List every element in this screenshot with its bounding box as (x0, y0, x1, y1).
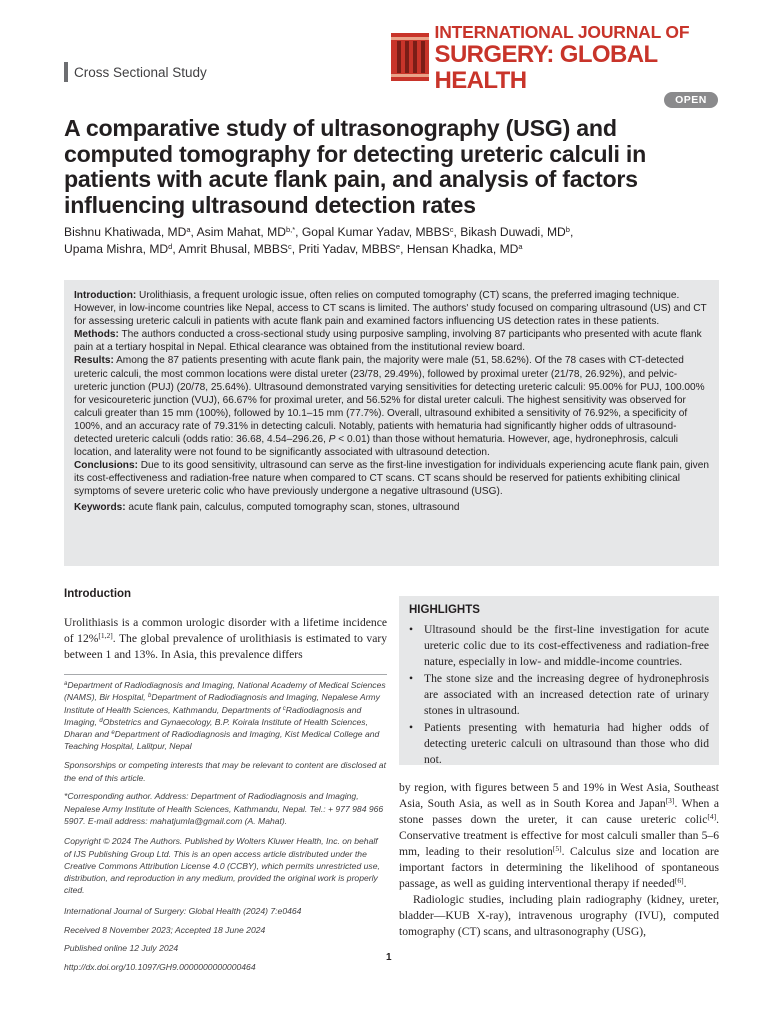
citation-link[interactable]: [6] (674, 876, 684, 885)
bullet-icon: • (409, 672, 414, 685)
affiliation-mark: b (148, 693, 152, 700)
doi-link[interactable]: http://dx.doi.org/10.1097/GH9.0000000000000464 (64, 962, 256, 973)
section-type-tag (64, 62, 207, 82)
abstract-results: Results: Among the 87 patients presenting with acute flank pain, the majority were male (51, 58.62%). Of the 78 cases with CT-detected ureteric calculi, the most common locations were distal ureter (23/78, 29.49%), followed by proximal ureter (21/78, 26.92%), and pelvic-ureteric junction (PUJ) (20/78, 25.64%). Ultrasound demonstrated varying sensitivities for detecting ureteric calculi: 95.00% for PUJ, 100.00% for vesicoureteric junction (VUJ), 66.67% for proximal ureter, and 56.52% for distal ureter calculi. The highest sensitivity was observed for calculi greater than 15 mm (100%), followed by 10.1–15 mm (77.7%). Overall, ultrasound exhibited a sensitivity of 76.92%, a specificity of 100%, and an accuracy rate of 79.31% in detecting calculi. Notably, patients with hematuria had significantly higher odds of ultrasound-detected ureteric calculi (odds ratio: 36.68, 4.54–296.26, P < 0.01) than those without hematuria. However, age, hydronephrosis, calculi location, and laterality were not found to be significantly associated with ultrasound detection. (74, 355, 705, 459)
journal-emblem-icon (391, 33, 429, 81)
bullet-icon: • (409, 623, 414, 636)
author-name[interactable]: Asim Mahat, MD (196, 225, 286, 239)
introduction-paragraph: Urolithiasis is a common urologic disorder with a lifetime incidence of 12%[1,2]. The global prevalence of urolithiasis is estimated to vary between 1 and 13%. In Asia, this prevalence differs (64, 616, 387, 661)
journal-logo[interactable] (391, 22, 721, 94)
section-tag-bar (64, 62, 68, 82)
affiliation-mark: e (111, 730, 115, 737)
highlight-item: • Patients presenting with hematuria had higher odds of detecting ureteric calculi on ultrasound than those who did not. (409, 721, 709, 766)
citation-link[interactable]: [1,2] (98, 631, 113, 640)
journal-name-line1: INTERNATIONAL JOURNAL OF (434, 22, 690, 42)
author-affiliation-mark: a (518, 242, 523, 251)
author-name[interactable]: Gopal Kumar Yadav, MBBS (301, 225, 450, 239)
sponsorship-note: Sponsorships or competing interests that may be relevant to content are disclosed at the end of this article. (64, 760, 386, 783)
corresponding-author-note: *Corresponding author. Address: Department of Radiodiagnosis and Imaging, Nepalese Army Institute of Health Sciences, Kathmandu, Nepal. Tel.: + 977 984 966 5907. E-mail address: mahatjumla@gmail.com (A. Mahat). (64, 791, 384, 826)
author-name[interactable]: Priti Yadav, MBBS (298, 242, 396, 256)
journal-name-line2: SURGERY: GLOBAL HEALTH (434, 41, 658, 94)
affiliation-mark: c (282, 705, 286, 712)
open-access-badge: OPEN (664, 92, 718, 108)
author-name[interactable]: Hensan Khadka, MD (406, 242, 519, 256)
section-type-label: Cross Sectional Study (74, 64, 207, 80)
received-accepted-dates: Received 8 November 2023; Accepted 18 June 2024 (64, 924, 266, 935)
highlights-box (399, 596, 719, 765)
highlight-item: • The stone size and the increasing degree of hydronephrosis are associated with an increased detection rate of urinary stones in ultrasound. (409, 672, 709, 717)
abstract-keywords: Keywords: acute flank pain, calculus, computed tomography scan, stones, ultrasound (74, 501, 460, 513)
page-number: 1 (386, 952, 392, 963)
footnotes (64, 679, 387, 980)
affiliation-text: Department of Radiodiagnosis and Imaging, National Academy of Medical Sciences (NAMS), Bir Hospital, (64, 680, 386, 703)
highlights-title: HIGHLIGHTS (409, 604, 480, 616)
author-name[interactable]: Bikash Duwadi, MD (460, 225, 566, 239)
author-list: Bishnu Khatiwada, $MD^a$, Asim Mahat, $MD^{b,*}$, Gopal Kumar Yadav, MBBS$^c$, Bikash Duwadi, $MD^b$, Upama Mishra, $MD^d$, Amrit Bhusal, MBBS$^c$, Priti Yadav, MBBS$^e$, Hensan Khadka, $MD^a$ (64, 225, 574, 256)
copyright-note: Copyright © 2024 The Authors. Published by Wolters Kluwer Health, Inc. on behalf of IJS Publishing Group Ltd. This is an open access article distributed under the Creative Commons Attribution License 4.0 (CCBY), which permits unrestricted use, distribution, and reproduction in any medium, provided the original work is properly cited. (64, 836, 380, 896)
highlights-list (409, 622, 709, 768)
affiliation-text: Obstetrics and Gynaecology, B.P. Koirala Institute of Health Sciences, Dharan and (64, 716, 368, 740)
introduction-heading: Introduction (64, 588, 132, 600)
author-affiliation-mark: a (186, 225, 191, 234)
affiliation-text: Radiodiagnosis and Imaging, (64, 704, 362, 727)
citation-link[interactable]: [5] (552, 844, 562, 853)
affiliation-text: Department of Radiodiagnosis and Imaging, Kist Medical College and Teaching Hospital, Lalitpur, Nepal (64, 729, 380, 752)
citation-link[interactable]: [3] (665, 796, 675, 805)
body-paragraph: by region, with figures between 5 and 19% in West Asia, Southeast Asia, South Asia, as well as in South Korea and Japan[3]. When a stone passes down the ureter, it can cause ureteric colic[4]. Conservative treatment is effective for most calculi smaller than 5–6 mm, leading to their resolution[5]. Calculus size and location are important factors in determining the likelihood of spontaneous passage, as well as guiding interventional therapy if needed[6]. (399, 781, 719, 890)
footnote-divider (64, 674, 387, 675)
author-name[interactable]: Upama Mishra, MD (64, 242, 169, 256)
affiliations-footnote (64, 679, 387, 753)
author-affiliation-mark: b (565, 225, 570, 234)
introduction-continued (399, 780, 719, 940)
abstract-box (64, 280, 719, 566)
abstract-conclusions: Conclusions: Due to its good sensitivity, ultrasound can serve as the first-line investigation for individuals experiencing acute flank pain, given its cost-effectiveness and radiation-free nature when compared to CT scans. CT scans should be reserved for patients exhibiting clinical symptoms of severe ureteric colic who have previously undergone a negative ultrasound (USG). (74, 460, 709, 498)
article-title: A comparative study of ultrasonography (USG) and computed tomography for detecting ureteric calculi in patients with acute flank pain, and analysis of factors influencing ultrasound detection rates (64, 115, 646, 218)
abstract-methods: Methods: The authors conducted a cross-sectional study using purposive sampling, involving 87 participants who presented with acute flank pain at a tertiary hospital in Nepal. Ethical clearance was obtained from the institutional review board. (74, 329, 702, 354)
affiliation-mark: a (64, 681, 68, 687)
author-affiliation-mark: c (287, 242, 292, 251)
affiliation-text: Department of Radiodiagnosis and Imaging, Nepalese Army Institute of Health Sciences, Kathmandu, Departments of (64, 692, 380, 715)
bullet-icon: • (409, 721, 414, 734)
journal-citation: International Journal of Surgery: Global Health (2024) 7:e0464 (64, 905, 302, 916)
citation-link[interactable]: [4] (707, 812, 717, 821)
published-date: Published online 12 July 2024 (64, 943, 179, 954)
author-name[interactable]: Amrit Bhusal, MBBS (178, 242, 288, 256)
abstract-introduction: Introduction: Urolithiasis, a frequent urologic issue, often relies on computed tomography (CT) scans, the preferred imaging technique. However, in low-income countries like Nepal, access to CT scans is limited. The authors' study focused on comparing ultrasound (US) and CT for assessing ureteric calculi in patients with acute flank pain and examined factors influencing US detection rates in these patients. (74, 290, 707, 328)
author-name[interactable]: Bishnu Khatiwada, MD (64, 225, 187, 239)
author-affiliation-mark: c (449, 225, 454, 234)
author-affiliation-mark: b,* (285, 225, 296, 234)
highlight-item: • Ultrasound should be the first-line investigation for acute ureteric colic due to its cost-effectiveness and radiation-free nature, especially in low- and middle-income countries. (409, 623, 709, 668)
author-affiliation-mark: e (395, 242, 401, 251)
body-paragraph: Radiologic studies, including plain radiography (kidney, ureter, bladder—KUB X-ray), intravenous urography (IVU), computed tomography (CT) scans, and ultrasonography (USG), (399, 893, 719, 938)
affiliation-mark: d (99, 717, 103, 724)
author-affiliation-mark: d (168, 242, 173, 251)
